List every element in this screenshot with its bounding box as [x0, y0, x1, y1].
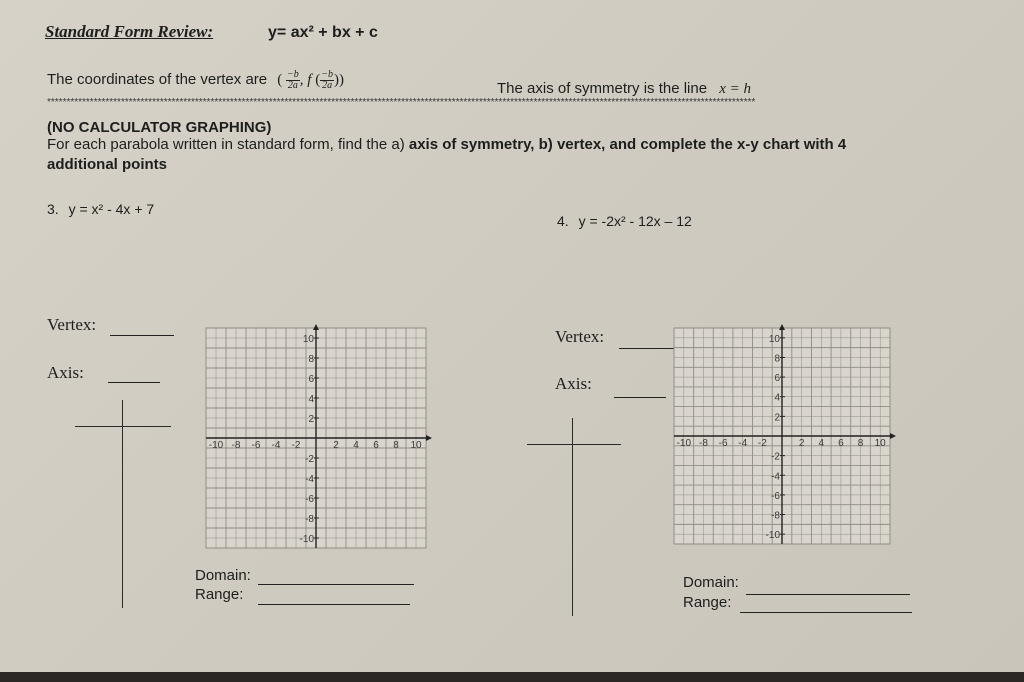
axis-label-4: Axis:: [555, 374, 592, 393]
y-tick-label: 10: [768, 333, 780, 345]
problem-number: 4.: [557, 213, 569, 229]
range-label-3: Range:: [195, 586, 244, 603]
x-tick-label: 4: [353, 440, 359, 451]
x-tick-label: 6: [373, 440, 379, 451]
domain-label-3: Domain:: [195, 567, 251, 584]
y-tick-label: -6: [305, 494, 314, 505]
vertex-formula-visual: ( $\frac{-b}{2a}$ , f ( $\frac{-b}{2a}$ )): [277, 69, 344, 91]
x-tick-label: 2: [333, 440, 339, 451]
page-title: Standard Form Review:: [45, 22, 214, 41]
y-tick-label: -6: [771, 490, 780, 502]
x-tick-label: -2: [291, 440, 301, 451]
instructions-heading: (NO CALCULATOR GRAPHING): [47, 119, 272, 136]
y-axis-arrow: [779, 324, 785, 330]
x-tick-label: 2: [798, 438, 805, 449]
vertex-label-4: Vertex:: [555, 327, 605, 346]
x-tick-label: 8: [393, 440, 399, 451]
axis-blank-4[interactable]: [614, 397, 666, 398]
x-tick-label: 6: [838, 438, 844, 449]
xy-chart-4-horizontal: [527, 444, 621, 445]
y-tick-label: 4: [308, 394, 314, 405]
x-tick-label: 10: [410, 440, 422, 451]
x-tick-label: -10: [208, 440, 224, 451]
y-tick-label: -4: [771, 471, 780, 483]
y-tick-label: 8: [774, 353, 780, 365]
instructions-bold-text: axis of symmetry, b) vertex, and complete the x-y chart with 4: [408, 136, 847, 153]
axis-label-3: Axis:: [47, 363, 84, 382]
axis-of-symmetry-text: [497, 80, 751, 98]
standard-form-formula: y= ax² + bx + c: [268, 24, 378, 41]
y-tick-label: -8: [771, 510, 780, 522]
vertex-label-3: Vertex:: [47, 315, 97, 334]
range-label-4: Range:: [683, 594, 732, 611]
x-tick-label: -6: [251, 440, 261, 451]
domain-blank-4[interactable]: [746, 594, 910, 595]
axis-formula: x = h: [719, 81, 752, 97]
x-axis-arrow: [426, 435, 432, 441]
axis-blank-3[interactable]: [108, 382, 160, 383]
vertex-prefix: The coordinates of the vertex are: [47, 70, 268, 88]
range-blank-4[interactable]: [740, 612, 912, 613]
y-tick-label: 8: [308, 354, 314, 365]
x-tick-label: -4: [738, 438, 748, 449]
y-tick-label: 6: [774, 373, 780, 385]
xy-chart-3-vertical[interactable]: [122, 400, 123, 608]
problem-equation: y = x² - 4x + 7: [68, 201, 155, 217]
y-tick-label: -2: [305, 454, 314, 465]
xy-chart-4-vertical[interactable]: [572, 418, 573, 616]
y-tick-label: 6: [308, 374, 314, 385]
problem-4: [557, 213, 692, 229]
domain-label-4: Domain:: [683, 574, 739, 591]
y-axis-arrow: [313, 324, 319, 330]
range-blank-3[interactable]: [258, 604, 410, 605]
x-tick-label: 10: [874, 438, 886, 449]
x-tick-label: 4: [818, 438, 825, 449]
x-tick-label: 8: [857, 438, 864, 449]
y-tick-label: 4: [774, 392, 780, 404]
problem-equation: y = -2x² - 12x – 12: [578, 213, 692, 229]
coordinate-grid-3[interactable]: [200, 322, 456, 558]
y-tick-label: -10: [299, 534, 314, 545]
instructions-line-2: additional points: [47, 156, 167, 173]
instructions-line-1: [47, 136, 846, 153]
x-tick-label: -10: [676, 438, 692, 449]
problem-number: 3.: [47, 201, 59, 217]
y-tick-label: -10: [765, 530, 780, 542]
instructions-text: For each parabola written in standard form, find the a): [47, 136, 409, 153]
y-tick-label: 2: [308, 414, 314, 425]
y-tick-label: 2: [774, 412, 780, 424]
x-tick-label: -2: [757, 438, 767, 449]
x-tick-label: -6: [718, 438, 728, 449]
y-tick-label: 10: [302, 334, 314, 345]
y-tick-label: -4: [305, 474, 314, 485]
vertex-blank-3[interactable]: [110, 335, 174, 336]
domain-blank-3[interactable]: [258, 584, 414, 585]
axis-text: The axis of symmetry is the line: [497, 80, 708, 97]
coordinate-grid-4[interactable]: [668, 322, 918, 554]
problem-3: [47, 201, 154, 217]
x-tick-label: -4: [271, 440, 281, 451]
x-tick-label: -8: [699, 438, 708, 449]
vertex-coordinates-text: [47, 70, 344, 91]
x-tick-label: -8: [231, 440, 241, 451]
y-tick-label: -2: [771, 451, 780, 463]
y-tick-label: -8: [305, 514, 314, 525]
star-divider: **************************************************************************************************************************************************************************************: [47, 97, 756, 108]
x-axis-arrow: [890, 433, 896, 439]
